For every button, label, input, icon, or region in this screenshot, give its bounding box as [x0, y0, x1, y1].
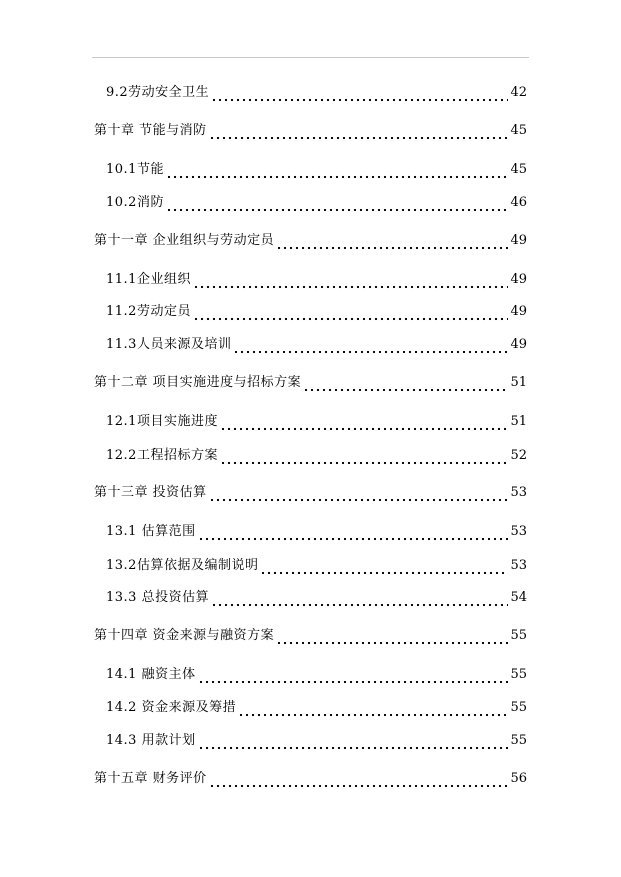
toc-dot-leader	[211, 83, 508, 103]
toc-chapter-entry[interactable]	[94, 769, 527, 789]
toc-page-number: 49	[510, 304, 527, 319]
toc-page-number: 45	[510, 162, 527, 177]
toc-page-number: 49	[510, 233, 527, 248]
toc-dot-leader	[166, 160, 509, 180]
toc-entry-title: 第十四章 资金来源与融资方案	[94, 628, 275, 643]
toc-chapter-entry[interactable]	[94, 483, 527, 503]
toc-entry-title: 10.1节能	[106, 162, 164, 177]
toc-entry-title: 第十二章 项目实施进度与招标方案	[94, 375, 302, 390]
toc-section-entry[interactable]	[106, 665, 527, 685]
toc-entry-title: 12.1项目实施进度	[106, 414, 218, 429]
toc-page-number: 45	[510, 123, 527, 138]
toc-page-number: 54	[510, 590, 527, 605]
toc-dot-leader	[198, 665, 509, 685]
toc-section-entry[interactable]	[106, 270, 527, 290]
toc-section-entry[interactable]	[106, 412, 527, 432]
toc-page-number: 53	[510, 558, 527, 573]
toc-page-number: 53	[510, 485, 527, 500]
toc-section-entry[interactable]	[106, 302, 527, 322]
toc-dot-leader	[193, 270, 509, 290]
toc-chapter-entry[interactable]	[94, 231, 527, 251]
toc-entry-title: 14.1 融资主体	[106, 667, 196, 682]
toc-entry-title: 11.1企业组织	[106, 272, 191, 287]
toc-page-number: 51	[510, 414, 527, 429]
toc-dot-leader	[238, 698, 508, 718]
toc-page-number: 49	[510, 272, 527, 287]
toc-section-entry[interactable]	[106, 522, 527, 542]
toc-dot-leader	[260, 556, 508, 576]
toc-section-entry[interactable]	[106, 446, 527, 466]
toc-entry-title: 第十五章 财务评价	[94, 771, 207, 786]
toc-section-entry[interactable]	[106, 556, 527, 576]
toc-chapter-entry[interactable]	[94, 626, 527, 646]
toc-dot-leader	[209, 483, 509, 503]
toc-entry-title: 第十一章 企业组织与劳动定员	[94, 233, 275, 248]
toc-page-number: 51	[510, 375, 527, 390]
toc-entry-title: 9.2劳动安全卫生	[106, 85, 210, 100]
toc-entry-title: 11.2劳动定员	[106, 304, 191, 319]
toc-entry-title: 13.3 总投资估算	[106, 590, 210, 605]
toc-dot-leader	[220, 412, 509, 432]
toc-dot-leader	[303, 373, 508, 393]
toc-entry-title: 13.1 估算范围	[106, 524, 196, 539]
toc-section-entry[interactable]	[106, 83, 527, 103]
toc-dot-leader	[233, 335, 508, 355]
toc-entry-title: 11.3人员来源及培训	[106, 337, 232, 352]
toc-dot-leader	[211, 588, 508, 608]
toc-entry-title: 10.2消防	[106, 195, 164, 210]
toc-page-number: 52	[510, 448, 527, 463]
toc-dot-leader	[209, 121, 509, 141]
toc-dot-leader	[198, 731, 509, 751]
toc-page-number: 55	[510, 700, 527, 715]
toc-section-entry[interactable]	[106, 335, 527, 355]
toc-page-number: 46	[510, 195, 527, 210]
toc-page-number: 56	[510, 771, 527, 786]
toc-page-number: 53	[510, 524, 527, 539]
toc-section-entry[interactable]	[106, 193, 527, 213]
toc-dot-leader	[209, 769, 509, 789]
toc-section-entry[interactable]	[106, 160, 527, 180]
toc-page-number: 55	[510, 733, 527, 748]
toc-dot-leader	[193, 302, 509, 322]
toc-page-number: 55	[510, 667, 527, 682]
toc-entry-title: 第十三章 投资估算	[94, 485, 207, 500]
toc-dot-leader	[220, 446, 509, 466]
toc-entry-title: 14.3 用款计划	[106, 733, 196, 748]
toc-entry-title: 14.2 资金来源及筹措	[106, 700, 237, 715]
toc-page-number: 55	[510, 628, 527, 643]
toc-chapter-entry[interactable]	[94, 121, 527, 141]
toc-dot-leader	[166, 193, 509, 213]
toc-page-number: 42	[510, 85, 527, 100]
toc-dot-leader	[198, 522, 509, 542]
toc-dot-leader	[276, 231, 508, 251]
toc-entry-title: 12.2工程招标方案	[106, 448, 218, 463]
toc-entry-title: 第十章 节能与消防	[94, 123, 207, 138]
toc-section-entry[interactable]	[106, 731, 527, 751]
toc-chapter-entry[interactable]	[94, 373, 527, 393]
toc-entry-title: 13.2估算依据及编制说明	[106, 558, 259, 573]
toc-page-number: 49	[510, 337, 527, 352]
toc-section-entry[interactable]	[106, 698, 527, 718]
toc-dot-leader	[276, 626, 508, 646]
toc-section-entry[interactable]	[106, 588, 527, 608]
